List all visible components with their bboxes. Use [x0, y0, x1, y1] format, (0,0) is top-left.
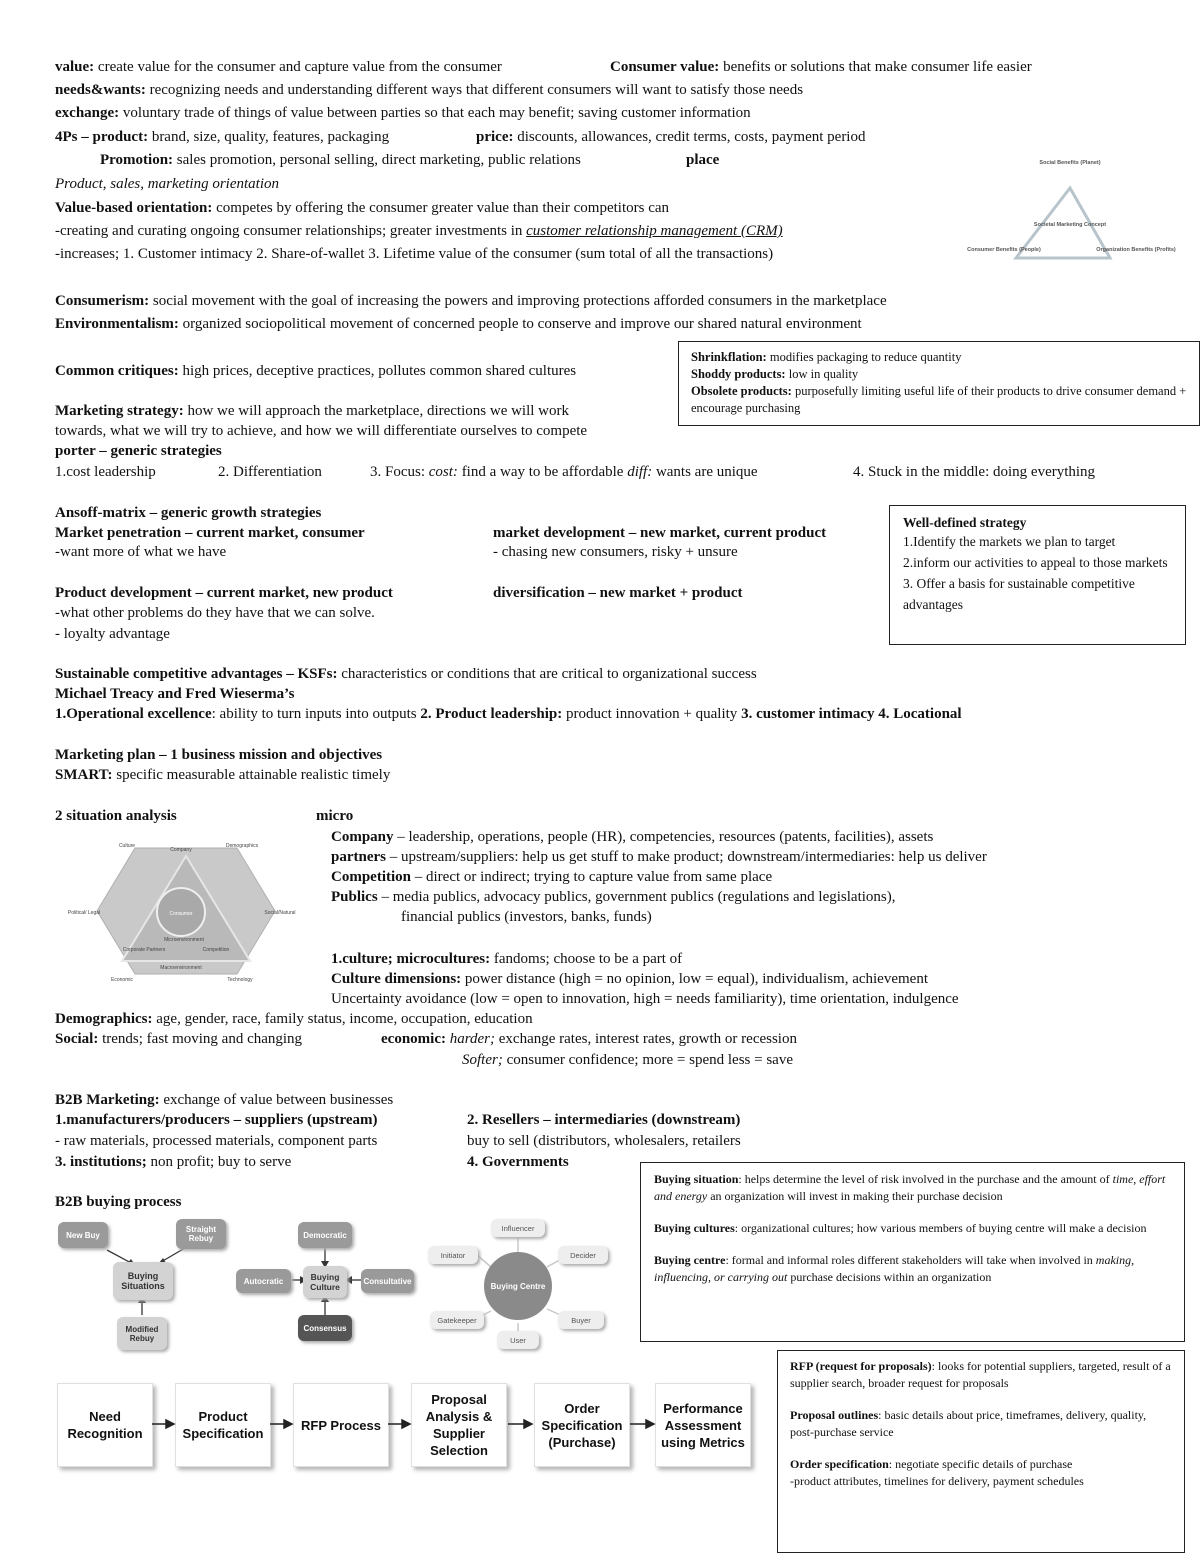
definition: characteristics or conditions that are critical to organizational success: [341, 666, 757, 682]
process-step-rfp: RFP Process: [293, 1383, 389, 1467]
definition: – direct or indirect; trying to capture value from same place: [414, 869, 773, 885]
manufacturers: 1.manufacturers/producers – suppliers (upstream): [55, 1112, 378, 1128]
box-title: Well-defined strategy: [903, 515, 1027, 530]
porter-4: 4. Stuck in the middle: doing everything: [853, 464, 1096, 480]
term: price:: [476, 129, 514, 145]
definition: : looks for potential suppliers, targeted, result of a supplier search, broader request for proposals: [790, 1359, 1171, 1390]
definition: high prices, deceptive practices, pollutes common shared cultures: [182, 363, 577, 379]
definition: recognizing needs and understanding different ways that different consumers will want to satisfy those needs: [149, 82, 804, 98]
line-needs-wants: [55, 80, 803, 100]
triangle-left-label: Consumer Benefits (People): [967, 247, 1041, 253]
definition: product innovation + quality: [565, 706, 738, 722]
line-critiques: [55, 361, 576, 381]
definition: age, gender, race, family status, income, occupation, education: [156, 1011, 533, 1027]
term: 1.culture; microcultures:: [331, 951, 491, 967]
process-step-proposal-analysis: Proposal Analysis & Supplier Selection: [411, 1383, 507, 1467]
definition: exchange rates, interest rates, growth or recession: [498, 1031, 797, 1047]
term: 4. Locational: [878, 706, 962, 722]
definition-italic: making, influencing, or carrying out: [654, 1253, 1135, 1284]
porter-3: [370, 462, 758, 482]
term: Shoddy products:: [691, 367, 786, 381]
culture-label: Culture: [118, 843, 136, 849]
line-marketing-strategy-2: towards, what we will try to achieve, and how we will differentiate ourselves to compete: [55, 423, 588, 439]
definition: non profit; buy to serve: [150, 1154, 292, 1170]
term: Sustainable competitive advantages – KSFs:: [55, 666, 338, 682]
buying-centre-node: Buying Centre: [484, 1252, 552, 1320]
term: needs&wants:: [55, 82, 146, 98]
line-b2b: [55, 1090, 393, 1110]
term: Demographics:: [55, 1011, 153, 1027]
line-culture: [331, 949, 682, 969]
economic-label: Economic: [111, 977, 133, 983]
porter-1: 1.cost leadership: [55, 464, 156, 480]
definition: trends; fast moving and changing: [102, 1031, 303, 1047]
box-item: 3. Offer a basis for sustainable competitive advantages: [903, 576, 1135, 612]
definition: organized sociopolitical movement of concerned people to conserve and improve our shared natural environment: [182, 316, 862, 332]
term: exchange:: [55, 105, 120, 121]
term: Proposal outlines: [790, 1408, 879, 1422]
line-uncertainty: Uncertainty avoidance (low = open to innovation, high = needs familiarity), time orientation, indulgence: [331, 991, 959, 1007]
box-item: 1.Identify the markets we plan to target: [903, 534, 1116, 549]
line-promotion: [100, 150, 581, 170]
definition: : basic details about price, timeframes, delivery, quality, post-purchase service: [790, 1408, 1147, 1439]
process-arrows: [150, 1415, 660, 1435]
line-consumer-value: [610, 57, 1032, 77]
definition: how we will approach the marketplace, directions we will work: [187, 403, 570, 419]
market-development: market development – new market, current product: [493, 525, 827, 541]
buyer-node: Buyer: [558, 1311, 604, 1329]
term: Common critiques:: [55, 363, 179, 379]
crm-term: customer relationship management (CRM): [526, 223, 783, 239]
decider-node: Decider: [558, 1246, 608, 1264]
definition: exchange of value between businesses: [163, 1092, 394, 1108]
term: Buying situation: [654, 1172, 739, 1186]
porter-3-cost: cost:: [428, 464, 458, 480]
heading-ansoff: Ansoff-matrix – generic growth strategies: [55, 505, 322, 521]
line-4ps: [55, 127, 389, 147]
triangle-center-label: Societal Marketing Concept: [1033, 222, 1107, 228]
line-demographics: [55, 1009, 533, 1029]
political-label: Political/ Legal: [67, 910, 101, 916]
triangle-right-label: Organization Benefits (Profits): [1096, 247, 1176, 253]
governments: 4. Governments: [467, 1154, 569, 1170]
heading-marketing-plan: Marketing plan – 1 business mission and objectives: [55, 747, 383, 763]
term: Order specification: [790, 1457, 889, 1471]
economic-softer: Softer;: [462, 1052, 503, 1068]
critiques-box: [678, 341, 1200, 426]
line-crm: [55, 221, 783, 241]
term: Shrinkflation:: [691, 350, 767, 364]
social-label: Social/Natural: [264, 910, 296, 916]
consensus-node: Consensus: [298, 1315, 352, 1341]
competition-label: Competition: [202, 947, 230, 953]
line-price: [476, 127, 865, 147]
well-defined-strategy-box: [889, 505, 1186, 645]
box-item: 2.inform our activities to appeal to those markets: [903, 555, 1168, 570]
process-step-order-specification: Order Specification (Purchase): [534, 1383, 630, 1467]
autocratic-node: Autocratic: [236, 1269, 291, 1293]
definition: create value for the consumer and capture value from the consumer: [97, 59, 502, 75]
buying-box: [640, 1162, 1185, 1342]
definition: competes by offering the consumer greater value than their competitors can: [216, 200, 670, 216]
term: Value-based orientation:: [55, 200, 213, 216]
buying-situations-node: Buying Situations: [113, 1262, 173, 1300]
line-value-based: [55, 198, 669, 218]
line-increases: -increases; 1. Customer intimacy 2. Share-of-wallet 3. Lifetime value of the consumer (sum total of all the transactions): [55, 246, 774, 262]
definition: – leadership, operations, people (HR), competencies, resources (patents, facilities), assets: [397, 829, 934, 845]
definition: modifies packaging to reduce quantity: [769, 350, 962, 364]
definition: purposefully limiting useful life of their products to drive consumer demand + encourage purchasing: [691, 384, 1187, 415]
macro-label: Macroenvironment: [160, 965, 202, 971]
definition: specific measurable attainable realistic timely: [116, 767, 391, 783]
societal-marketing-triangle: [967, 156, 1176, 276]
term: partners: [331, 849, 386, 865]
definition: -product attributes, timelines for delivery, payment schedules: [790, 1474, 1084, 1488]
definition: sales promotion, personal selling, direct marketing, public relations: [176, 152, 581, 168]
definition: purchase decisions within an organization: [790, 1270, 992, 1284]
democratic-node: Democratic: [298, 1222, 352, 1248]
term: Obsolete products:: [691, 384, 792, 398]
product-development-text-2: - loyalty advantage: [55, 626, 170, 642]
rfp-box: [777, 1350, 1185, 1553]
resellers-text: buy to sell (distributors, wholesalers, retailers: [467, 1133, 741, 1149]
line-institutions: [55, 1152, 291, 1172]
porter-3-diff-text: wants are unique: [655, 464, 758, 480]
new-buy-node: New Buy: [58, 1222, 108, 1248]
definition: – upstream/suppliers: help us get stuff to make product; downstream/intermediaries: help us deliver: [389, 849, 987, 865]
term: 4Ps – product:: [55, 129, 149, 145]
market-penetration-text: -want more of what we have: [55, 544, 227, 560]
definition: : formal and informal roles different stakeholders will take when involved in: [725, 1253, 1093, 1267]
porter-2: 2. Differentiation: [218, 464, 322, 480]
micro-label: Microenvironment: [164, 937, 204, 943]
heading-situation-analysis: 2 situation analysis: [55, 808, 177, 824]
line-company: [331, 827, 933, 847]
line-treacy-items: [55, 704, 962, 724]
term: B2B Marketing:: [55, 1092, 160, 1108]
term: value:: [55, 59, 95, 75]
heading-micro: micro: [316, 808, 354, 824]
term: Environmentalism:: [55, 316, 179, 332]
line-publics-2: financial publics (investors, banks, funds): [401, 909, 652, 925]
line-place: place: [686, 152, 720, 168]
line-marketing-strategy: [55, 401, 569, 421]
market-development-text: - chasing new consumers, risky + unsure: [493, 544, 738, 560]
consultative-node: Consultative: [361, 1269, 414, 1293]
process-step-performance-assessment: Performance Assessment using Metrics: [655, 1383, 751, 1467]
term: Buying cultures: [654, 1221, 735, 1235]
term: Culture dimensions:: [331, 971, 462, 987]
definition: : organizational cultures; how various members of buying centre will make a decision: [734, 1221, 1147, 1235]
initiator-node: Initiator: [428, 1246, 478, 1264]
definition: consumer confidence; more = spend less = save: [506, 1052, 793, 1068]
modified-rebuy-node: Modified Rebuy: [117, 1317, 167, 1350]
definition: – media publics, advocacy publics, government publics (regulations and legislations),: [381, 889, 896, 905]
term: Promotion:: [100, 152, 174, 168]
term: RFP (request for proposals): [790, 1359, 932, 1373]
line-environmentalism: [55, 314, 862, 334]
term: Consumer value:: [610, 59, 720, 75]
line-social: [55, 1029, 302, 1049]
definition: : ability to turn inputs into outputs: [211, 706, 417, 722]
diversification: diversification – new market + product: [493, 585, 743, 601]
definition: fandoms; choose to be a part of: [493, 951, 683, 967]
term: 3. institutions;: [55, 1154, 147, 1170]
user-node: User: [497, 1331, 539, 1349]
corporate-label: Corporate Partners: [122, 947, 166, 953]
line-exchange: [55, 103, 751, 123]
environment-hexagon: [67, 836, 302, 986]
product-development: Product development – current market, new product: [55, 585, 393, 601]
demographics-label: Demographics: [225, 843, 259, 849]
porter-3-diff: diff:: [627, 464, 653, 480]
economic-harder: harder;: [449, 1031, 496, 1047]
porter-3-cost-text: find a way to be affordable: [461, 464, 624, 480]
process-step-need-recognition: Need Recognition: [57, 1383, 153, 1467]
term: 1.Operational excellence: [55, 706, 212, 722]
line-culture-dimensions: [331, 969, 928, 989]
term: Competition: [331, 869, 411, 885]
influencer-node: Influencer: [491, 1219, 545, 1237]
consumer-label: Consumer: [169, 911, 193, 917]
resellers: 2. Resellers – intermediaries (downstream): [467, 1112, 741, 1128]
definition: : helps determine the level of risk involved in the purchase and the amount of: [738, 1172, 1110, 1186]
process-step-product-specification: Product Specification: [175, 1383, 271, 1467]
technology-label: Technology: [227, 977, 253, 983]
term: Marketing strategy:: [55, 403, 184, 419]
term: Social:: [55, 1031, 99, 1047]
product-development-text-1: -what other problems do they have that we can solve.: [55, 605, 375, 621]
line-treacy: Michael Treacy and Fred Wieserma’s: [55, 686, 295, 702]
line-partners: [331, 847, 987, 867]
manufacturers-text: - raw materials, processed materials, component parts: [55, 1133, 378, 1149]
market-penetration: Market penetration – current market, consumer: [55, 525, 365, 541]
buying-culture-node: Buying Culture: [303, 1266, 347, 1298]
heading-b2b-buying-process: B2B buying process: [55, 1194, 182, 1210]
term: Company: [331, 829, 394, 845]
line-sca: [55, 664, 757, 684]
term: 3. customer intimacy: [741, 706, 875, 722]
definition: discounts, allowances, credit terms, costs, payment period: [517, 129, 866, 145]
line-smart: [55, 765, 390, 785]
term: Consumerism:: [55, 293, 150, 309]
line-consumerism: [55, 291, 887, 311]
definition: brand, size, quality, features, packaging: [151, 129, 390, 145]
definition: social movement with the goal of increasing the powers and improving protections afforded consumers in the marketplace: [152, 293, 887, 309]
term: economic:: [381, 1031, 446, 1047]
porter-3-label: 3. Focus:: [370, 464, 426, 480]
term: Buying centre: [654, 1253, 726, 1267]
line-economic-softer: [462, 1050, 793, 1070]
gatekeeper-node: Gatekeeper: [430, 1311, 484, 1329]
definition: voluntary trade of things of value between parties so that each may benefit; saving customer information: [122, 105, 751, 121]
heading-porter: porter – generic strategies: [55, 443, 222, 459]
line-competition: [331, 867, 772, 887]
term: 2. Product leadership:: [420, 706, 563, 722]
line-value: [55, 57, 502, 77]
definition: : negotiate specific details of purchase: [888, 1457, 1073, 1471]
definition: an organization will invest in making their purchase decision: [710, 1189, 1003, 1203]
term: SMART:: [55, 767, 113, 783]
line-economic: [381, 1029, 797, 1049]
definition: power distance (high = no opinion, low = equal), individualism, achievement: [464, 971, 928, 987]
term: Publics: [331, 889, 378, 905]
definition: benefits or solutions that make consumer life easier: [723, 59, 1032, 75]
line-orientation: Product, sales, marketing orientation: [55, 176, 280, 192]
company-label: Company: [170, 847, 192, 853]
line-publics: [331, 887, 895, 907]
straight-rebuy-node: Straight Rebuy: [176, 1219, 226, 1249]
triangle-top-label: Social Benefits (Planet): [1039, 160, 1101, 166]
definition: low in quality: [788, 367, 859, 381]
definition-italic: time, effort and energy: [654, 1172, 1166, 1203]
definition: -creating and curating ongoing consumer relationships; greater investments in: [55, 223, 523, 239]
